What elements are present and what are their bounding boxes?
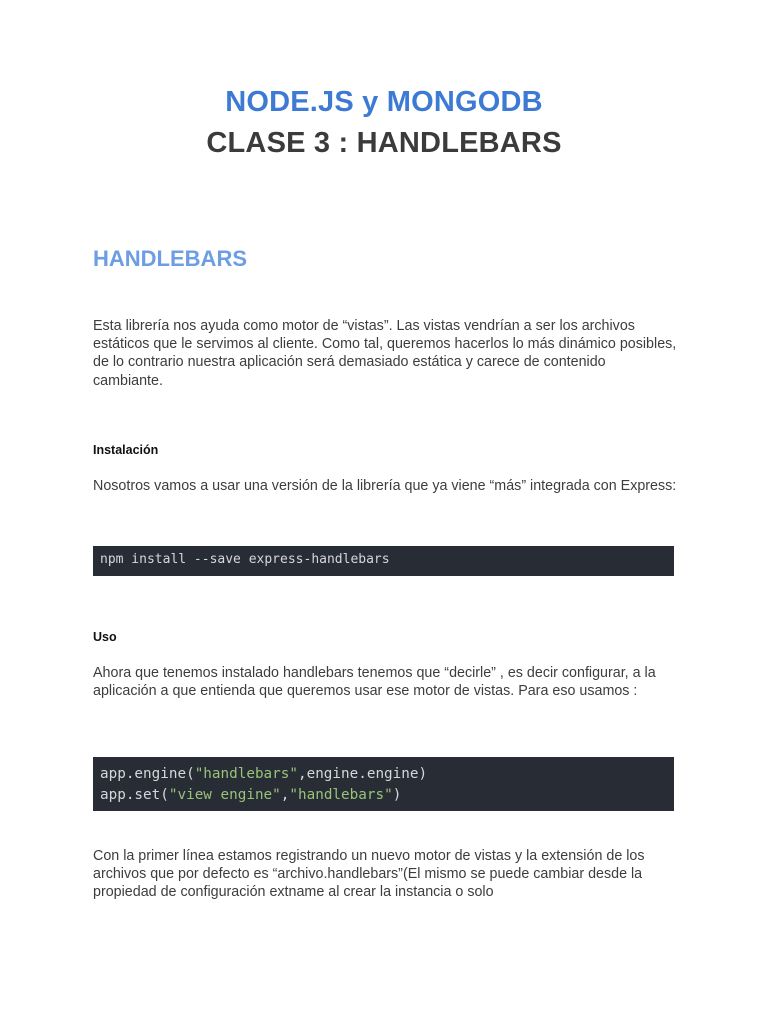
- intro-paragraph: Esta librería nos ayuda como motor de “vistas”. Las vistas vendrían a ser los archivos estáticos que le servimos al cliente. Como tal, queremos hacerlos lo más dinámico posibles, de lo contrario nuestra aplicación será demasiado estática y carece de contenido cambiante.: [93, 318, 677, 389]
- code-string: "handlebars": [289, 787, 393, 803]
- code-line-set: [100, 785, 674, 806]
- code-token: app.engine(: [100, 766, 195, 782]
- installation-heading: Instalación: [93, 443, 159, 457]
- code-line-engine: [100, 764, 674, 785]
- usage-paragraph: Ahora que tenemos instalado handlebars tenemos que “decirle” , es decir configurar, a la aplicación a que entienda que queremos usar ese motor de vistas. Para eso usamos :: [93, 665, 656, 700]
- usage-code-block: [93, 757, 674, 811]
- installation-paragraph: Nosotros vamos a usar una versión de la librería que ya viene “más” integrada con Express:: [93, 478, 677, 494]
- code-token: ,engine.engine): [297, 766, 428, 782]
- code-string: "handlebars": [194, 766, 298, 782]
- install-command: npm install --save express-handlebars: [100, 552, 390, 567]
- code-token: ,: [280, 787, 290, 803]
- document-title: NODE.JS y MONGODB: [225, 86, 543, 118]
- document-subtitle: CLASE 3 : HANDLEBARS: [206, 127, 562, 159]
- closing-paragraph: Con la primer línea estamos registrando un nuevo motor de vistas y la extensión de los archivos que por defecto es “archivo.handlebars”(El mismo se puede cambiar desde la propiedad de configuración extname al crear la instancia o solo: [93, 848, 645, 901]
- code-token: app.set(: [100, 787, 169, 803]
- install-code-block: [93, 546, 674, 576]
- usage-heading: Uso: [93, 630, 117, 644]
- code-string: "view engine": [168, 787, 281, 803]
- code-token: ): [392, 787, 402, 803]
- section-heading: HANDLEBARS: [93, 246, 247, 271]
